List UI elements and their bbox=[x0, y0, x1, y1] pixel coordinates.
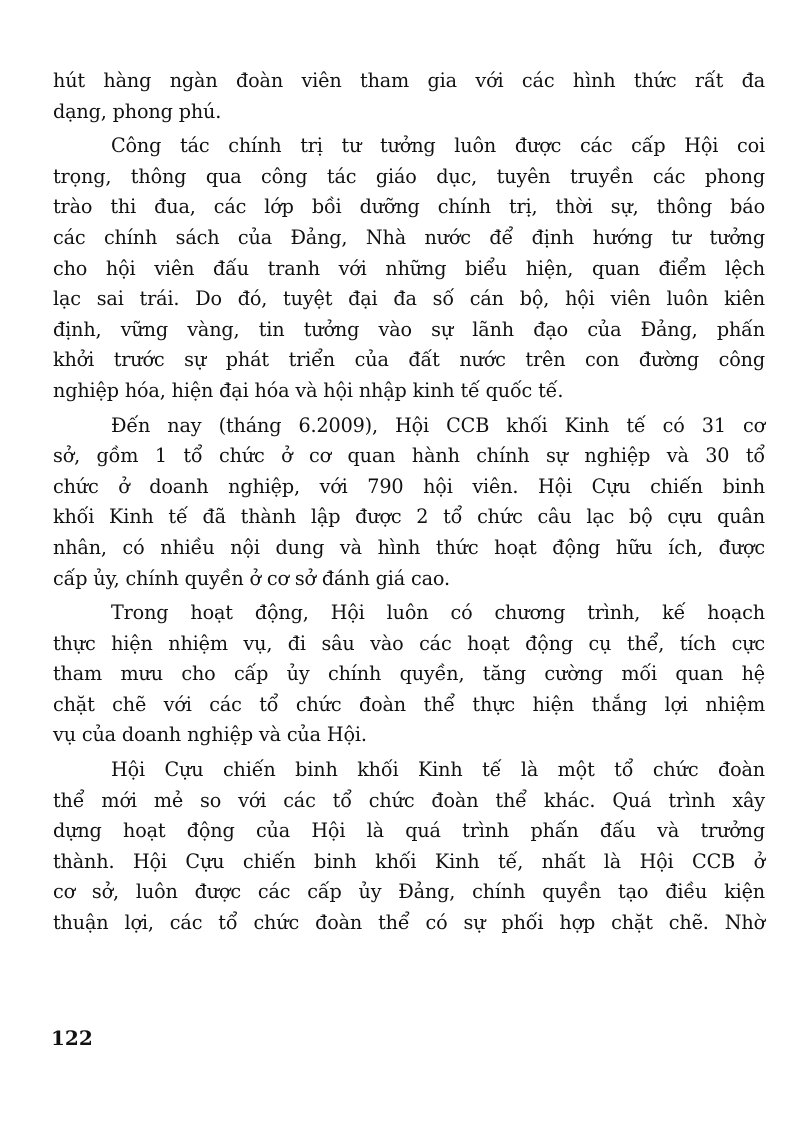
text-line: hút hàng ngàn đoàn viên tham gia với các hình thức rất đa bbox=[53, 69, 765, 92]
text-line: thực hiện nhiệm vụ, đi sâu vào các hoạt động cụ thể, tích cực bbox=[53, 631, 765, 655]
text-line: Hội Cựu chiến binh khối Kinh tế là một tổ chức đoàn bbox=[111, 758, 765, 782]
paragraph-2 bbox=[53, 131, 765, 406]
page-number: 122 bbox=[51, 1026, 93, 1050]
text-line: lạc sai trái. Do đó, tuyệt đại đa số cán bộ, hội viên luôn kiên bbox=[53, 287, 765, 311]
text-line: Trong hoạt động, Hội luôn có chương trình, kế hoạch bbox=[111, 601, 765, 625]
text-line: sở, gồm 1 tổ chức ở cơ quan hành chính sự nghiệp và 30 tổ bbox=[53, 444, 765, 468]
text-line: cấp ủy, chính quyền ở cơ sở đánh giá cao. bbox=[53, 566, 450, 590]
paragraph-5 bbox=[53, 755, 765, 939]
text-line: khối Kinh tế đã thành lập được 2 tổ chức câu lạc bộ cựu quân bbox=[53, 505, 765, 529]
text-line: thành. Hội Cựu chiến binh khối Kinh tế, nhất là Hội CCB ở bbox=[53, 849, 765, 873]
text-line: trào thi đua, các lớp bồi dưỡng chính trị, thời sự, thông báo bbox=[53, 195, 765, 219]
text-line: thể mới mẻ so với các tổ chức đoàn thể khác. Quá trình xây bbox=[53, 788, 765, 812]
text-line: khởi trước sự phát triển của đất nước trên con đường công bbox=[53, 348, 765, 372]
text-line: cơ sở, luôn được các cấp ủy Đảng, chính quyền tạo điều kiện bbox=[53, 880, 765, 904]
text-line: chức ở doanh nghiệp, với 790 hội viên. Hội Cựu chiến binh bbox=[53, 474, 765, 498]
text-line: thuận lợi, các tổ chức đoàn thể có sự phối hợp chặt chẽ. Nhờ bbox=[53, 911, 765, 935]
text-line: định, vững vàng, tin tưởng vào sự lãnh đạo của Đảng, phấn bbox=[53, 317, 765, 341]
text-line: nhân, có nhiều nội dung và hình thức hoạt động hữu ích, được bbox=[53, 535, 765, 559]
text-line: Công tác chính trị tư tưởng luôn được các cấp Hội coi bbox=[111, 134, 765, 158]
text-line: dạng, phong phú. bbox=[53, 99, 222, 123]
paragraph-1 bbox=[53, 66, 765, 127]
text-line: trọng, thông qua công tác giáo dục, tuyên truyền các phong bbox=[53, 164, 765, 188]
text-line: nghiệp hóa, hiện đại hóa và hội nhập kinh tế quốc tế. bbox=[53, 378, 564, 402]
page-body bbox=[53, 66, 765, 943]
text-line: các chính sách của Đảng, Nhà nước để định hướng tư tưởng bbox=[53, 225, 765, 249]
text-line: cho hội viên đấu tranh với những biểu hiện, quan điểm lệch bbox=[53, 256, 765, 280]
text-line: dựng hoạt động của Hội là quá trình phấn đấu và trưởng bbox=[53, 819, 765, 843]
text-line: chặt chẽ với các tổ chức đoàn thể thực hiện thắng lợi nhiệm bbox=[53, 692, 765, 716]
paragraph-4 bbox=[53, 598, 765, 751]
paragraph-3 bbox=[53, 411, 765, 595]
text-line: vụ của doanh nghiệp và của Hội. bbox=[53, 723, 367, 747]
text-line: tham mưu cho cấp ủy chính quyền, tăng cường mối quan hệ bbox=[53, 662, 765, 686]
text-line: Đến nay (tháng 6.2009), Hội CCB khối Kinh tế có 31 cơ bbox=[111, 413, 765, 437]
